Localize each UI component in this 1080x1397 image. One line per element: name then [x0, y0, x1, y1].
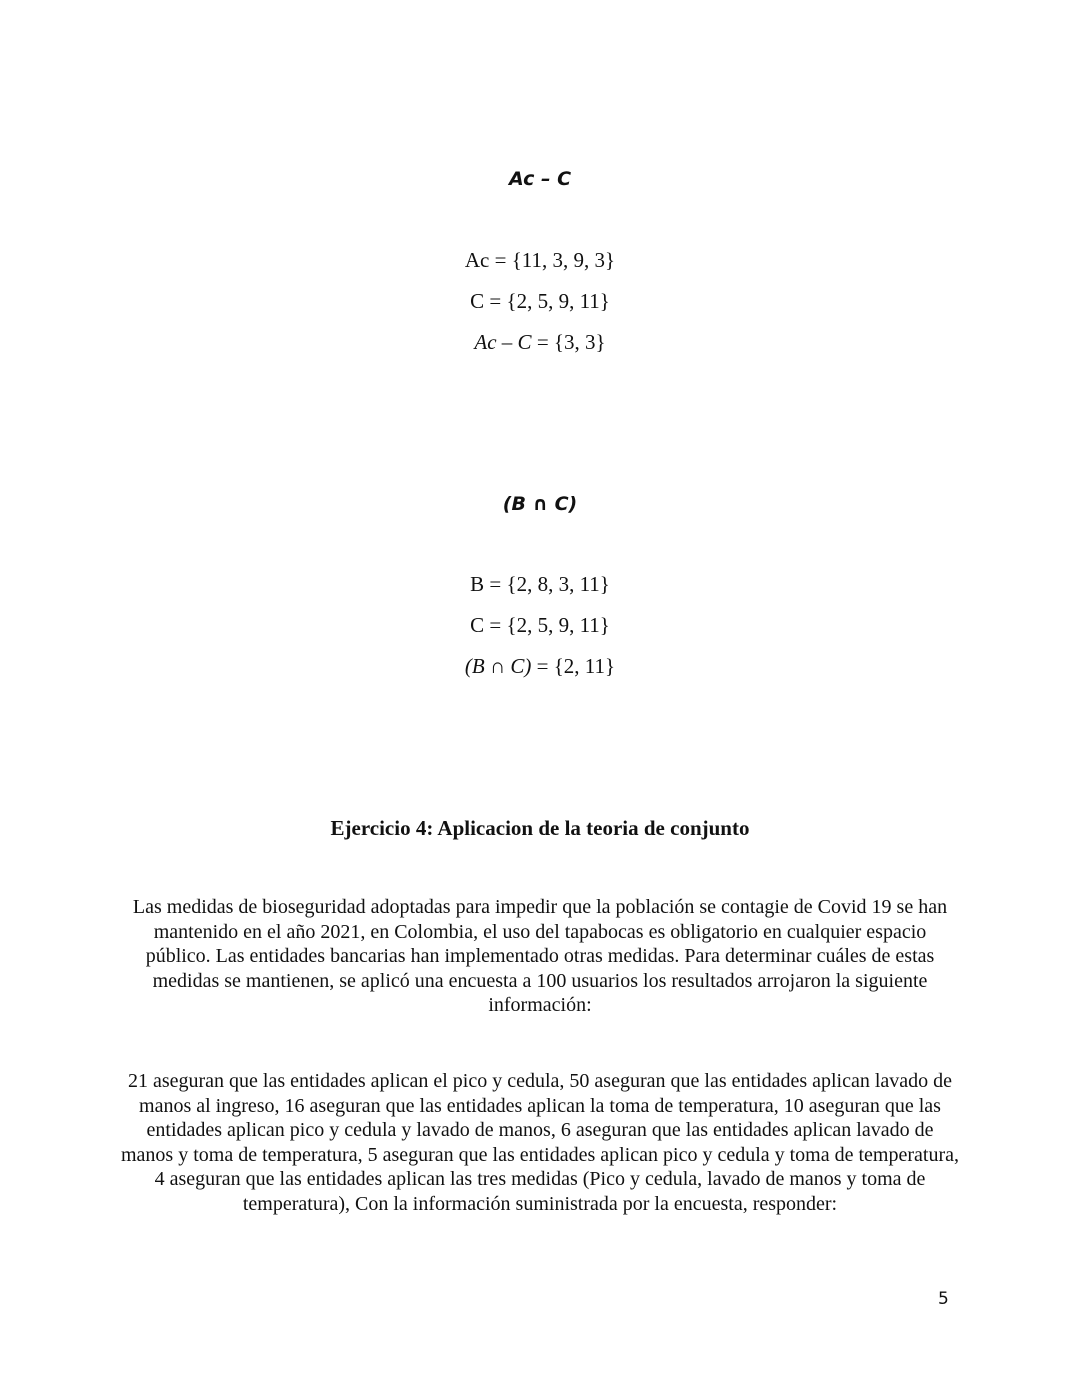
set-name: B — [470, 572, 485, 596]
set-definition-c — [0, 289, 1080, 314]
page-number: 5 — [938, 1289, 949, 1309]
set-value: = {2, 5, 9, 11} — [484, 289, 610, 313]
set-expression: Ac – C — [474, 330, 532, 354]
set-expression: (B ∩ C) — [464, 654, 532, 678]
set-value: = {2, 8, 3, 11} — [484, 572, 610, 596]
set-result-ac-minus-c — [0, 330, 1080, 355]
exercise-title: Ejercicio 4: Aplicacion de la teoria de conjunto — [330, 816, 750, 840]
set-name: C — [470, 289, 485, 313]
set-value: = {11, 3, 9, 3} — [489, 248, 616, 272]
set-value: = {2, 5, 9, 11} — [484, 613, 610, 637]
set-name: Ac — [464, 248, 490, 272]
set-definition-ac — [0, 248, 1080, 273]
exercise-intro-paragraph: Las medidas de bioseguridad adoptadas para impedir que la población se contagie de Covid 19 se han mantenido en el año 2021, en Colombia, el uso del tapabocas es obligatorio en cualquier espacio público. Las entidades bancarias han implementado otras medidas. Para determinar cuáles de estas medidas se mantienen, se aplicó una encuesta a 100 usuarios los resultados arrojaron la siguiente información: — [132, 896, 948, 1016]
math-heading-ac-minus-c: Ac – C — [508, 168, 572, 190]
set-definition-b — [0, 572, 1080, 597]
set-value: = {2, 11} — [531, 654, 616, 678]
set-definition-c-2 — [0, 613, 1080, 638]
set-result-b-intersect-c — [0, 654, 1080, 679]
set-name: C — [470, 613, 485, 637]
exercise-data-paragraph: 21 aseguran que las entidades aplican el pico y cedula, 50 aseguran que las entidades aplican lavado de manos al ingreso, 16 aseguran que las entidades aplican la toma de temperatura, 10 aseguran que las entidades aplican pico y cedula y lavado de manos, 6 aseguran que las entidades aplican lavado de manos y toma de temperatura, 5 aseguran que las entidades aplican pico y cedula y toma de temperatura, 4 aseguran que las entidades aplican las tres medidas (Pico y cedula, lavado de manos y toma de temperatura), Con la información suministrada por la encuesta, responder: — [120, 1070, 959, 1215]
math-heading-b-intersect-c: (B ∩ C) — [502, 493, 578, 515]
set-value: = {3, 3} — [531, 330, 606, 354]
